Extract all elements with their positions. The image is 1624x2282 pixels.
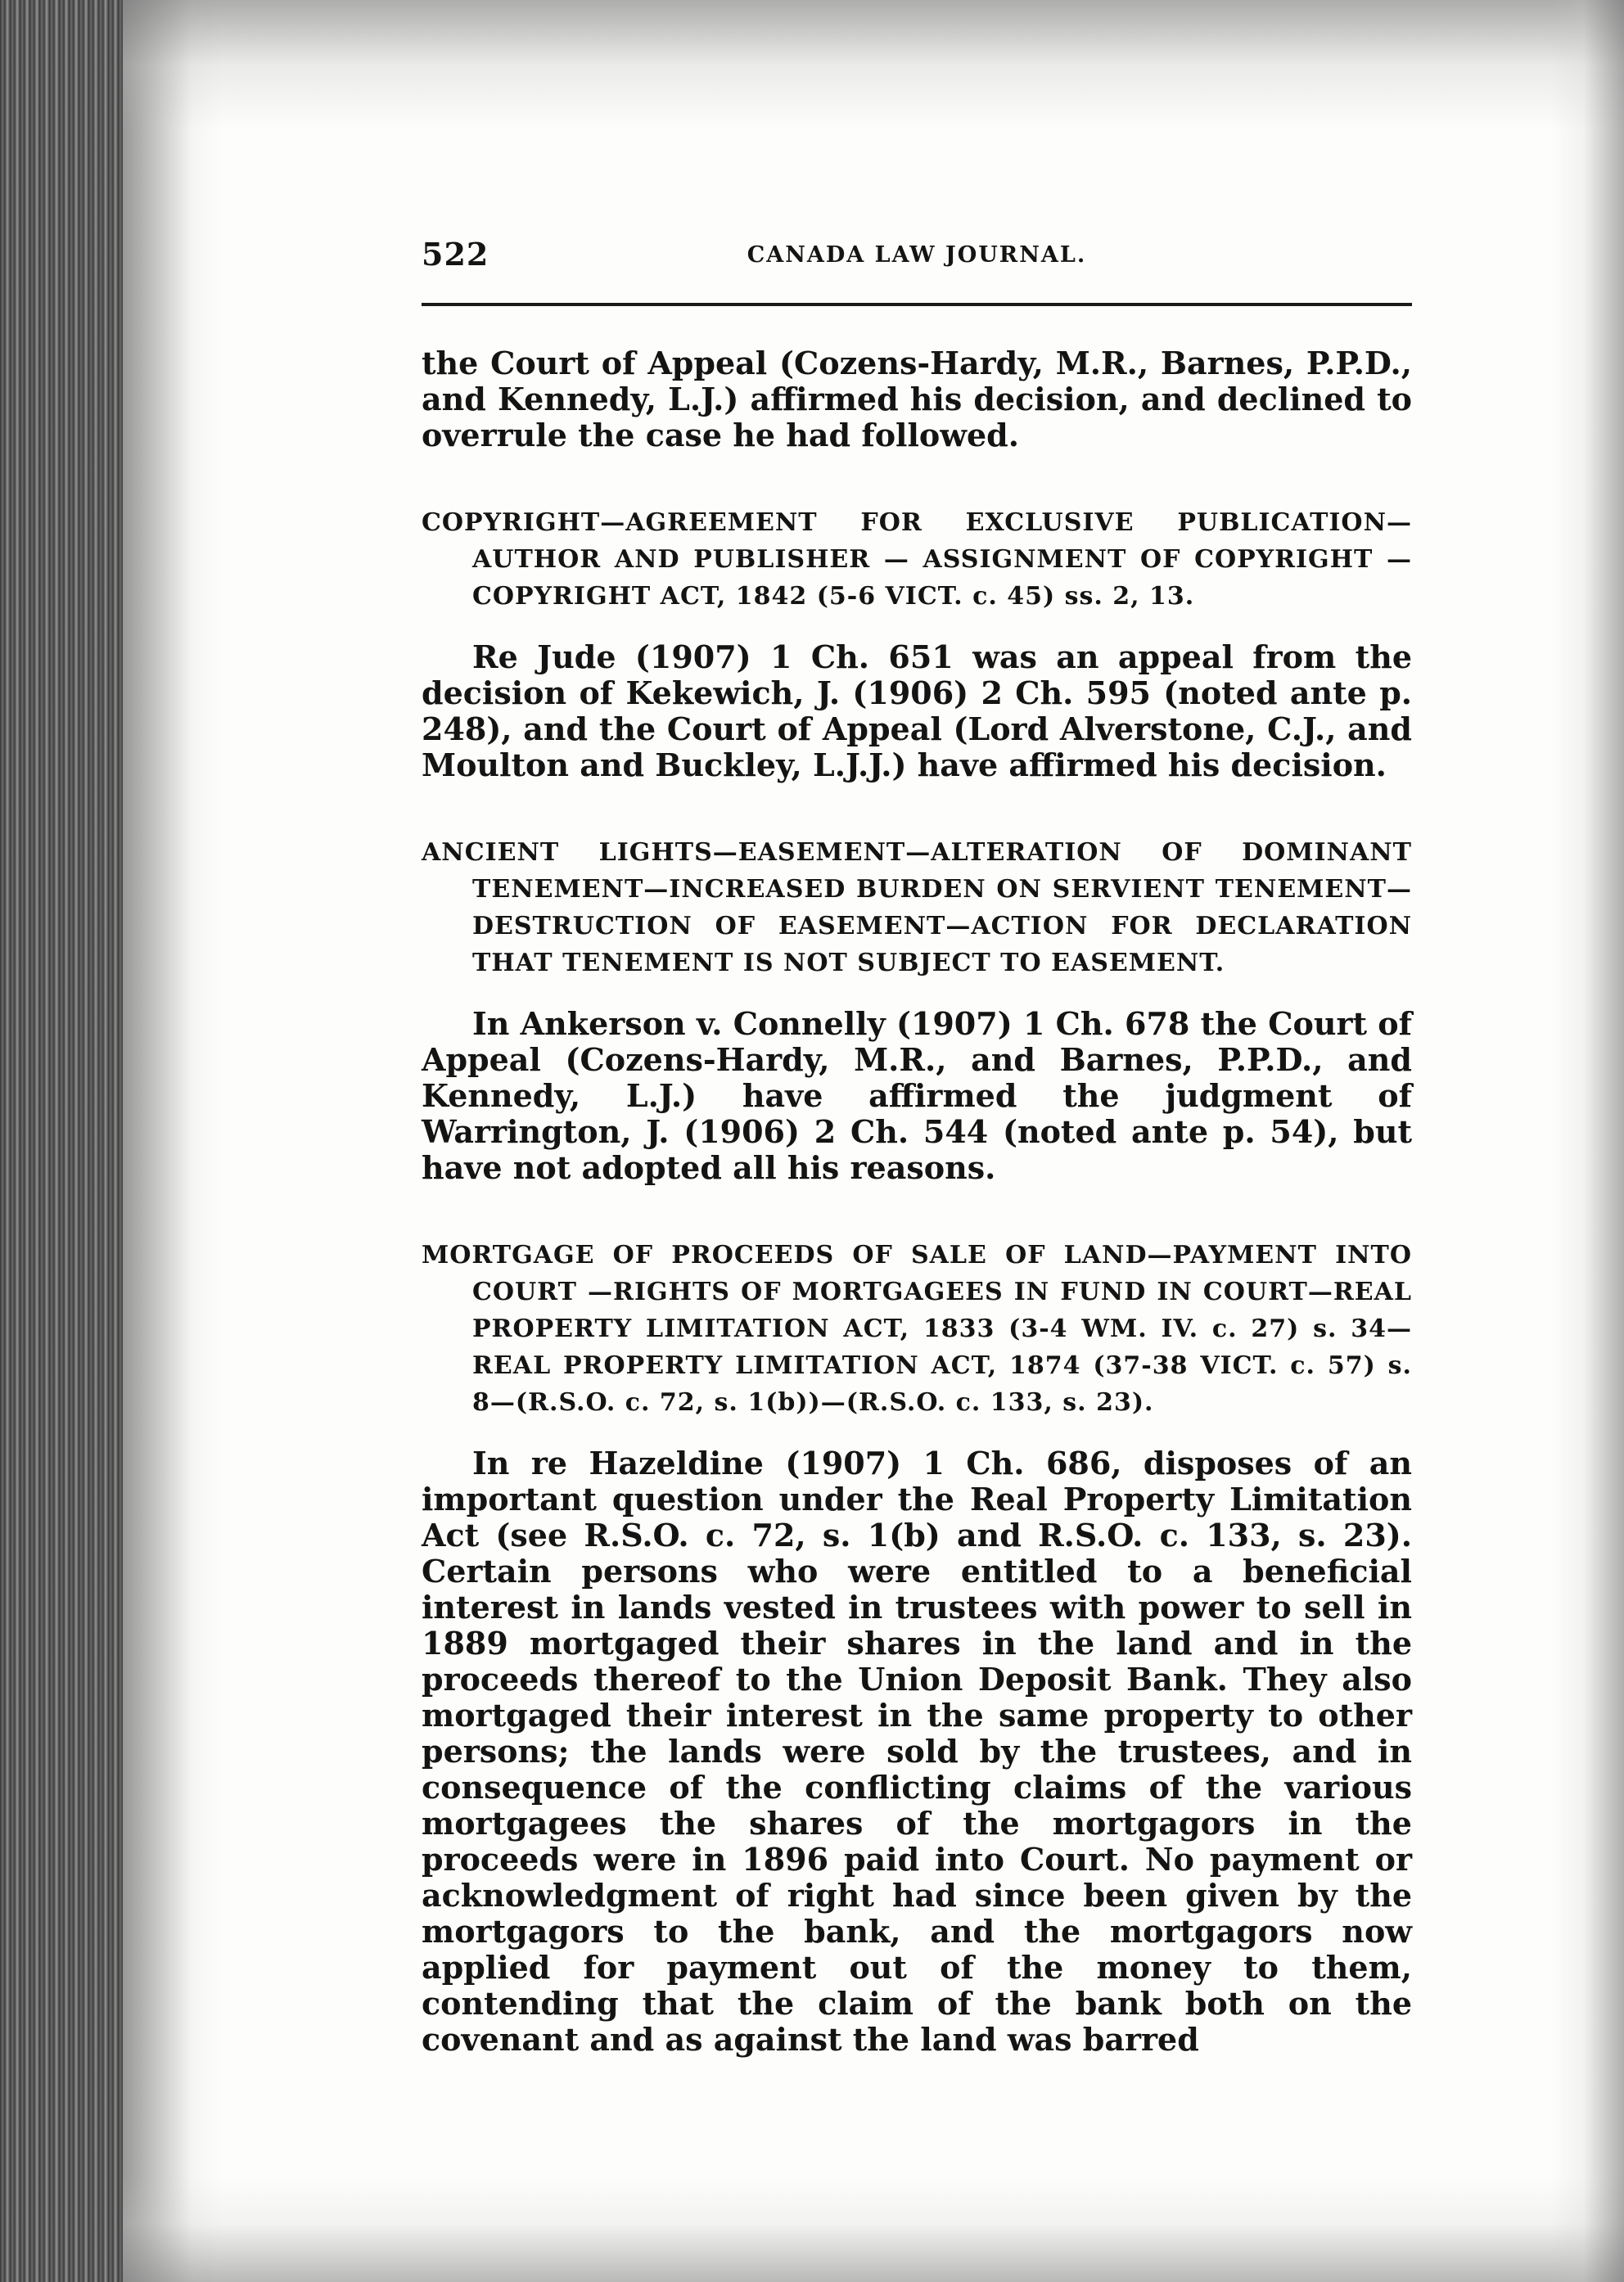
page-header xyxy=(422,236,1412,285)
page-number: 522 xyxy=(422,236,489,273)
scan-edge-bottom xyxy=(123,2176,1624,2282)
book-gutter-fade xyxy=(123,0,221,2282)
paragraph-continuation: the Court of Appeal (Cozens-Hardy, M.R., Barnes, P.P.D., and Kennedy, L.J.) affirmed his decision, and declined to overrule the case he had followed. xyxy=(422,345,1412,453)
section-heading-mortgage: MORTGAGE OF PROCEEDS OF SALE OF LAND—PAYMENT INTO COURT —RIGHTS OF MORTGAGEES IN FUND IN COURT—REAL PROPERTY LIMITATION ACT, 1833 (3-4 WM. IV. c. 27) s. 34— REAL PROPERTY LIMITATION ACT, 1874 (37-38 VICT. c. 57) s. 8—(R.S.O. c. 72, s. 1(b))—(R.S.O. c. 133, s. 23). xyxy=(422,1241,1412,1417)
scan-edge-right xyxy=(1550,0,1624,2282)
paragraph-ankerson-v-connelly: In Ankerson v. Connelly (1907) 1 Ch. 678 the Court of Appeal (Cozens-Hardy, M.R., and Barnes, P.P.D., and Kennedy, L.J.) have affirmed the judgment of Warrington, J. (1906) 2 Ch. 544 (noted ante p. 54), but have not adopted all his reasons. xyxy=(422,1005,1412,1186)
section-heading-ancient-lights: ANCIENT LIGHTS—EASEMENT—ALTERATION OF DOMINANT TENEMENT—INCREASED BURDEN ON SERVIENT TENEMENT—DESTRUCTION OF EASEMENT—ACTION FOR DECLARATION THAT TENEMENT IS NOT SUBJECT TO EASEMENT. xyxy=(422,838,1412,977)
scan-edge-top xyxy=(123,0,1624,131)
paragraph-re-jude: Re Jude (1907) 1 Ch. 651 was an appeal from the decision of Kekewich, J. (1906) 2 Ch. 595 (noted ante p. 248), and the Court of Appeal (Lord Alverstone, C.J., and Moulton and Buckley, L.J.J.) have affirmed his decision. xyxy=(422,638,1412,783)
running-title: CANADA LAW JOURNAL. xyxy=(747,242,1087,268)
page-body xyxy=(422,345,1412,2058)
paragraph-re-hazeldine: In re Hazeldine (1907) 1 Ch. 686, disposes of an important question under the Real Property Limitation Act (see R.S.O. c. 72, s. 1(b) and R.S.O. c. 133, s. 23). Certain persons who were entitled to a beneficial interest in lands vested in trustees with power to sell in 1889 mortgaged their shares in the land and in the proceeds thereof to the Union Deposit Bank. They also mortgaged their interest in the same property to other persons; the lands were sold by the trustees, and in consequence of the conflicting claims of the various mortgagees the shares of the mortgagors in the proceeds were in 1896 paid into Court. No payment or acknowledgment of right had since been given by the mortgagors to the bank, and the mortgagors now applied for payment out of the money to them, contending that the claim of the bank both on the covenant and as against the land was barred xyxy=(422,1445,1412,2058)
book-gutter-shadow xyxy=(0,0,123,2282)
header-rule xyxy=(422,303,1412,306)
section-heading-copyright: COPYRIGHT—AGREEMENT FOR EXCLUSIVE PUBLICATION—AUTHOR AND PUBLISHER — ASSIGNMENT OF COPYRIGHT — COPYRIGHT ACT, 1842 (5-6 VICT. c. 45) ss. 2, 13. xyxy=(422,508,1412,611)
